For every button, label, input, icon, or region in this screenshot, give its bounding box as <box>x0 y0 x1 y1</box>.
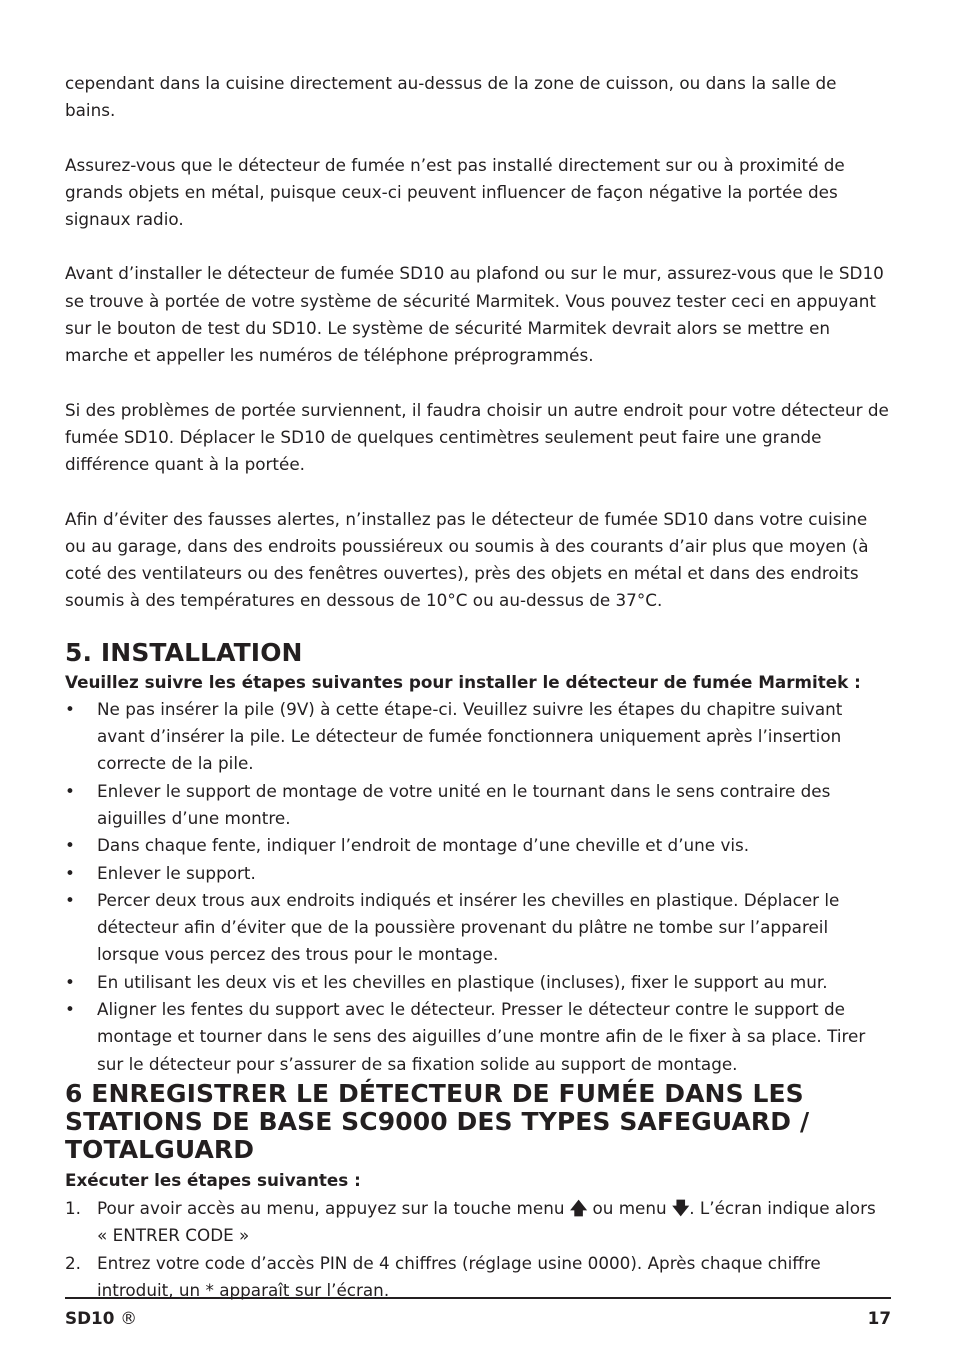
step-number: 2. <box>65 1252 82 1273</box>
bullet-marker: • <box>65 835 75 856</box>
step-number: 1. <box>65 1197 82 1218</box>
section-6-intro: Exécuter les étapes suivantes : <box>65 1169 361 1190</box>
registration-steps-list <box>65 1195 891 1304</box>
bullet-marker: • <box>65 889 75 910</box>
arrow-up-icon: 🡅 <box>569 1197 588 1218</box>
paragraph-4: Si des problèmes de portée surviennent, il faudra choisir un autre endroit pour votre détecteur de fumée SD10. Déplacer le SD10 de quelques centimètres seulement peut faire une grande différence quant à la portée. <box>65 399 889 475</box>
footer-product <box>65 1308 137 1328</box>
bullet-marker: • <box>65 780 75 801</box>
paragraph-2: Assurez-vous que le détecteur de fumée n’est pas installé directement sur ou à proximité de grands objets en métal, puisque ceux-ci peuvent influencer de façon négative la portée des signaux radio. <box>65 154 845 230</box>
page-number: 17 <box>867 1308 891 1328</box>
section-5-intro: Veuillez suivre les étapes suivantes pour installer le détecteur de fumée Marmitek : <box>65 671 861 692</box>
list-item: • Aligner les fentes du support avec le détecteur. Presser le détecteur contre le support de montage et tourner dans le sens des aiguilles d’une montre afin de le fixer à sa place. Tirer sur le détecteur pour s’assurer de sa fixation solide au support de montage. <box>65 996 891 1078</box>
list-item: 2. Entrez votre code d’accès PIN de 4 chiffres (réglage usine 0000). Après chaque chiffre introduit, un * apparaît sur l’écran. <box>65 1250 891 1305</box>
list-item: • Enlever le support de montage de votre unité en le tournant dans le sens contraire des aiguilles d’une montre. <box>65 778 891 833</box>
paragraph-3: Avant d’installer le détecteur de fumée SD10 au plafond ou sur le mur, assurez-vous que le SD10 se trouve à portée de votre système de sécurité Marmitek. Vous pouvez tester ceci en appuyant sur le bouton de test du SD10. Le système de sécurité Marmitek devrait alors se mettre en marche et appeller les numéros de téléphone préprogrammés. <box>65 263 884 366</box>
list-item: 1. Pour avoir accès au menu, appuyez sur la touche menu 🡅 ou menu 🡇. L’écran indique alors « ENTRER CODE » <box>65 1195 891 1250</box>
bullet-marker: • <box>65 971 75 992</box>
list-item: • Ne pas insérer la pile (9V) à cette étape-ci. Veuillez suivre les étapes du chapitre suivant avant d’insérer la pile. Le détecteur de fumée fonctionnera uniquement après l’insertion correcte de la pile. <box>65 696 891 778</box>
paragraph-5: Afin d’éviter des fausses alertes, n’installez pas le détecteur de fumée SD10 dans votre cuisine ou au garage, dans des endroits poussiéreux ou soumis à des courants d’air plus que moyen (à coté des ventilateurs ou des fenêtres ouvertes), près des objets en métal et dans des endroits soumis à des températures en dessous de 10°C ou au-dessus de 37°C. <box>65 508 869 611</box>
section-6-heading: 6 ENREGISTRER LE DÉTECTEUR DE FUMÉE DANS LES STATIONS DE BASE SC9000 DES TYPES SAFEGUARD / TOTALGUARD <box>65 1078 810 1164</box>
page-content <box>65 70 891 1304</box>
bullet-marker: • <box>65 698 75 719</box>
product-name: SD10 <box>65 1308 115 1328</box>
list-item: • En utilisant les deux vis et les chevilles en plastique (incluses), fixer le support au mur. <box>65 969 891 996</box>
list-item: • Dans chaque fente, indiquer l’endroit de montage d’une cheville et d’une vis. <box>65 832 891 859</box>
registered-mark: ® <box>120 1308 137 1328</box>
arrow-down-icon: 🡇 <box>671 1197 690 1218</box>
page-footer <box>65 1297 891 1328</box>
paragraph-1: cependant dans la cuisine directement au-dessus de la zone de cuisson, ou dans la salle de bains. <box>65 73 837 121</box>
installation-steps-list <box>65 696 891 1078</box>
section-5-heading: 5. INSTALLATION <box>65 637 303 667</box>
bullet-marker: • <box>65 862 75 883</box>
list-item: • Percer deux trous aux endroits indiqués et insérer les chevilles en plastique. Déplacer le détecteur afin d’éviter que de la poussière provenant du plâtre ne tombe sur l’appareil lorsque vous percez des trous pour le montage. <box>65 887 891 969</box>
list-item: • Enlever le support. <box>65 860 891 887</box>
bullet-marker: • <box>65 999 75 1020</box>
